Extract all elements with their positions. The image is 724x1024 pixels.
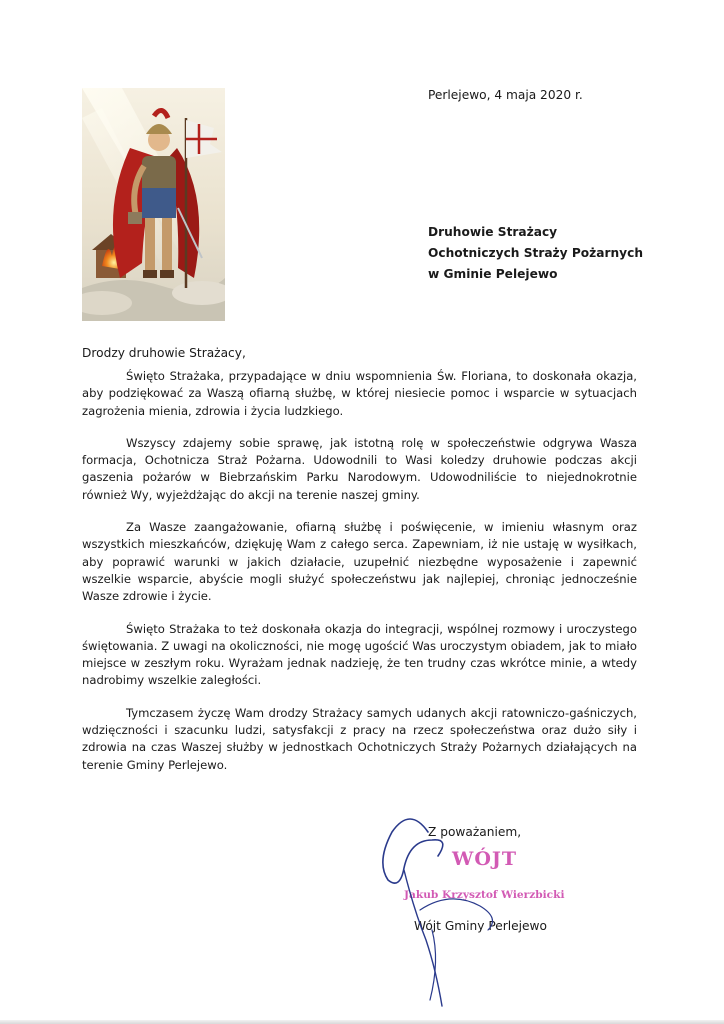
recipient-line: Ochotniczych Straży Pożarnych: [428, 246, 643, 260]
recipient-block: [428, 222, 643, 285]
paragraph: Za Wasze zaangażowanie, ofiarną służbę i poświęcenie, w imieniu własnym oraz wszystkich mieszkańców, dziękuję Wam z całego serca. Zapewniam, iż nie ustaję w wysiłkach, aby poprawić warunki w jakich działacie, uzupełnić niezbędne wyposażenie i zapewnić wszelkie wsparcie, abyście mogli służyć społeczeństwu jak najlepiej, chroniąc jednocześnie Wasze zdrowie i życie.: [82, 520, 637, 604]
letter-date: Perlejewo, 4 maja 2020 r.: [428, 88, 583, 102]
recipient-line: Druhowie Strażacy: [428, 225, 558, 239]
paragraph: Tymczasem życzę Wam drodzy Strażacy samych udanych akcji ratowniczo-gaśniczych, wdzięczności i szacunku ludzi, satysfakcji z pracy na rzecz społeczeństwa oraz dużo siły i zdrowia na czas Waszej służby w jednostkach Ochotniczych Straży Pożarnych działających na terenie Gminy Perlejewo.: [82, 705, 637, 772]
paragraph: Święto Strażaka, przypadające w dniu wspomnienia Św. Floriana, to doskonała okazja, aby podziękować za Waszą ofiarną służbę, w której niesiecie pomoc i wsparcie w sytuacjach zagrożenia mienia, zdrowia i życia ludzkiego.: [82, 369, 637, 418]
scan-edge: [0, 1020, 724, 1024]
handwritten-signature: [370, 810, 510, 1010]
stamp-name: Jakub Krzysztof Wierzbicki: [404, 889, 565, 901]
salutation: Drodzy druhowie Strażacy,: [82, 346, 246, 360]
stamp-title: WÓJT: [452, 848, 518, 870]
official-title: Wójt Gminy Perlejewo: [414, 919, 547, 933]
letter-body: [82, 368, 637, 789]
paragraph: Święto Strażaka to też doskonała okazja do integracji, wspólnej rozmowy i uroczystego świętowania. Z uwagi na okoliczności, nie mogę ugościć Was uroczystym obiadem, jak to miało miejsce w zeszłym roku. Wyrażam jednak nadzieję, że ten trudny czas wkrótce minie, a wtedy nadrobimy wszelkie zaległości.: [82, 621, 637, 688]
closing: Z poważaniem,: [428, 825, 522, 839]
paragraph: Wszyscy zdajemy sobie sprawę, jak istotną rolę w społeczeństwie odgrywa Wasza formacja, Ochotnicza Straż Pożarna. Udowodnili to Wasi koledzy druhowie podczas akcji gaszenia pożarów w Biebrzańskim Parku Narodowym. Udowodniliście to niejednokrotnie również Wy, wyjeżdżając do akcji na terenie naszej gminy.: [82, 435, 637, 502]
saint-florian-image: [82, 88, 225, 321]
recipient-line: w Gminie Pelejewo: [428, 267, 558, 281]
